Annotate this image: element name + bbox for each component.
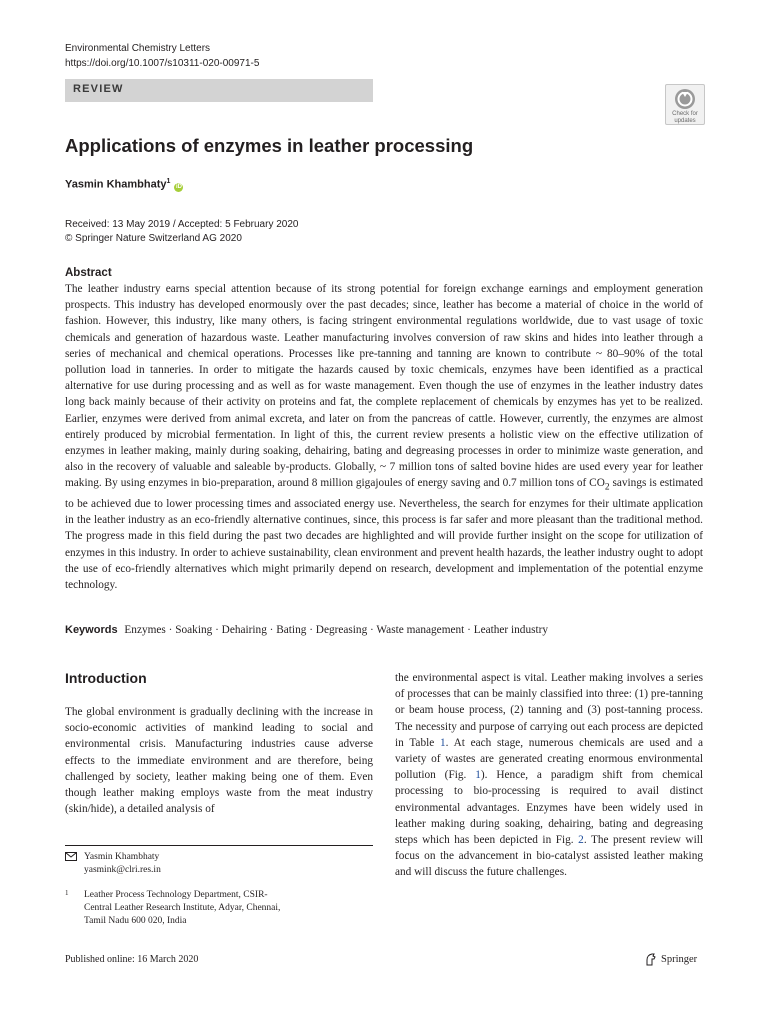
intro-text-4: . The present review will focus on the advancement in bio-catalyst assisted leather making and will discuss the future challenges. [395,834,703,879]
figure-2-link[interactable]: 2 [578,834,584,847]
abstract-body [65,281,703,593]
author-line [65,178,183,192]
abstract-text-2: savings is estimated to be achieved due to lower processing times and associated energy use. Nevertheless, the search for enzymes for their ultimate application in the leather industry as an eco-friendly alternative continues, since, this process is far safer and more pleasant than the traditional method. The progress made in this field during the past two decades are highlighted and will provide further insight on the scope for utilization of enzymes in this industry. In order to achieve sustainability, clean environment and prevent health hazards, the leather industry ought to adopt the use of eco-friendly alternatives which might primarily depend on research, development and implementation of the potential enzyme technology. [65,477,703,591]
affiliation-number: 1 [65,889,69,897]
author-affiliation-sup: 1 [166,178,171,185]
journal-header [65,41,259,71]
affiliation-line-3: Tamil Nadu 600 020, India [84,916,187,926]
author-name[interactable]: Yasmin Khambhaty [65,178,167,191]
article-title: Applications of enzymes in leather processing [65,135,474,156]
article-type-label: REVIEW [73,83,124,95]
intro-text-2: . At each stage, numerous chemicals are used and a variety of wastes are generated creating enormous environmental pollution (Fig. [395,736,703,782]
journal-name: Environmental Chemistry Letters [65,43,211,54]
affiliation-line-2: Central Leather Research Institute, Adyar, Chennai, [84,903,281,913]
abstract-subscript: 2 [604,482,610,493]
introduction-right-column [395,670,703,881]
intro-text-3: ). Hence, a paradigm shift from chemical processing to bio-processing is required to avail distinct environmental advantages. Enzymes have been widely used in leather making during soaking, dehairing, bating and degreasing steps which has been depicted in Fig. [395,769,703,847]
corresponding-author-name: Yasmin Khambhaty [84,852,160,862]
introduction-heading: Introduction [65,670,147,686]
springer-horse-icon [645,953,657,966]
footnote-divider [65,845,373,846]
keywords-line [65,624,705,636]
corresponding-author-note [65,851,161,877]
figure-1-link[interactable]: 1 [475,769,481,782]
orcid-icon[interactable]: iD [175,183,182,190]
copyright-line: © Springer Nature Switzerland AG 2020 [65,233,242,244]
check-updates-label-1: Check for [672,111,698,117]
abstract-heading: Abstract [65,267,112,279]
received-accepted: Received: 13 May 2019 / Accepted: 5 February 2020 [65,219,299,230]
publisher-logo [645,953,697,966]
article-dates [65,218,298,246]
check-for-updates-badge[interactable] [665,84,705,125]
table-1-link[interactable]: 1 [439,736,446,749]
abstract-text-1: The leather industry earns special attention because of its strong potential for foreign exchange earnings and employment generation prospects. This industry has developed enormously over the past decades; since, leather has become a material of choice in the world of fashion. However, this industry, like many others, is facing stringent environmental regulations worldwide, due to vast usage of toxic chemicals and generation of hazardous waste. Leather manufacturing involves conversion of raw skins and hides into leather through a series of mechanical and chemical operations. Processes like pre-tanning and tanning are known to contribute ~ 80–90% of the total pollution load in tanneries. In order to mitigate the hazards caused by toxic chemicals, enzymes have been identified as a practical alternative for use during processing and as well as for waste management. Even though the use of enzymes in the leather industry dates long back mainly because of their activity on proteins and fat, the complete replacement of chemicals by enzymes has yet to be realized. Earlier, enzymes were derived from animal excreta, and later on from the pancreas of cattle. However, currently, the enzymes are almost entirely produced by microbial fermentation. In light of this, the current review presents a holistic view on the effective utilization of enzymes in leather making, mainly during soaking, dehairing, bating and degreasing processes in order to minimize waste generation, and also in the recovery of valuable and saleable by-products. Globally, ~ 7 million tons of salted bovine hides are used every year for leather making. By using enzymes in bio-preparation, around 8 million gigajoules of energy saving and 0.7 million tons of CO [65,283,703,490]
affiliation-line-1: Leather Process Technology Department, CSIR- [84,890,268,900]
keywords-list: Enzymes · Soaking · Dehairing · Bating · Degreasing · Waste management · Leather industry [124,624,549,636]
article-type-band [65,79,373,102]
envelope-icon [65,852,77,861]
check-updates-icon [674,88,696,110]
check-updates-label-2: updates [674,118,696,124]
published-online: Published online: 16 March 2020 [65,954,199,965]
doi-link[interactable]: https://doi.org/10.1007/s10311-020-00971-5 [65,58,260,69]
affiliation-note [65,889,280,928]
introduction-left-column: The global environment is gradually declining with the increase in socio-economic activities of mankind leading to social and environmental crisis. Manufacturing industries cause adverse effects to the immediate environment and are therefore, being challenged by society, leather making being one of them. Even though leather making employs waste from the meat industry (skin/hide), a detailed analysis of [65,706,373,816]
publisher-name: Springer [661,954,698,965]
keywords-heading: Keywords [65,624,118,636]
intro-text-1: the environmental aspect is vital. Leather making involves a series of processes that can be mainly classified into three: (1) pre-tanning or beam house process, (2) tanning and (3) post-tanning process. The necessity and purpose of carrying out each process are depicted in Table [395,672,703,749]
corresponding-author-email[interactable]: yasmink@clri.res.in [84,865,161,875]
